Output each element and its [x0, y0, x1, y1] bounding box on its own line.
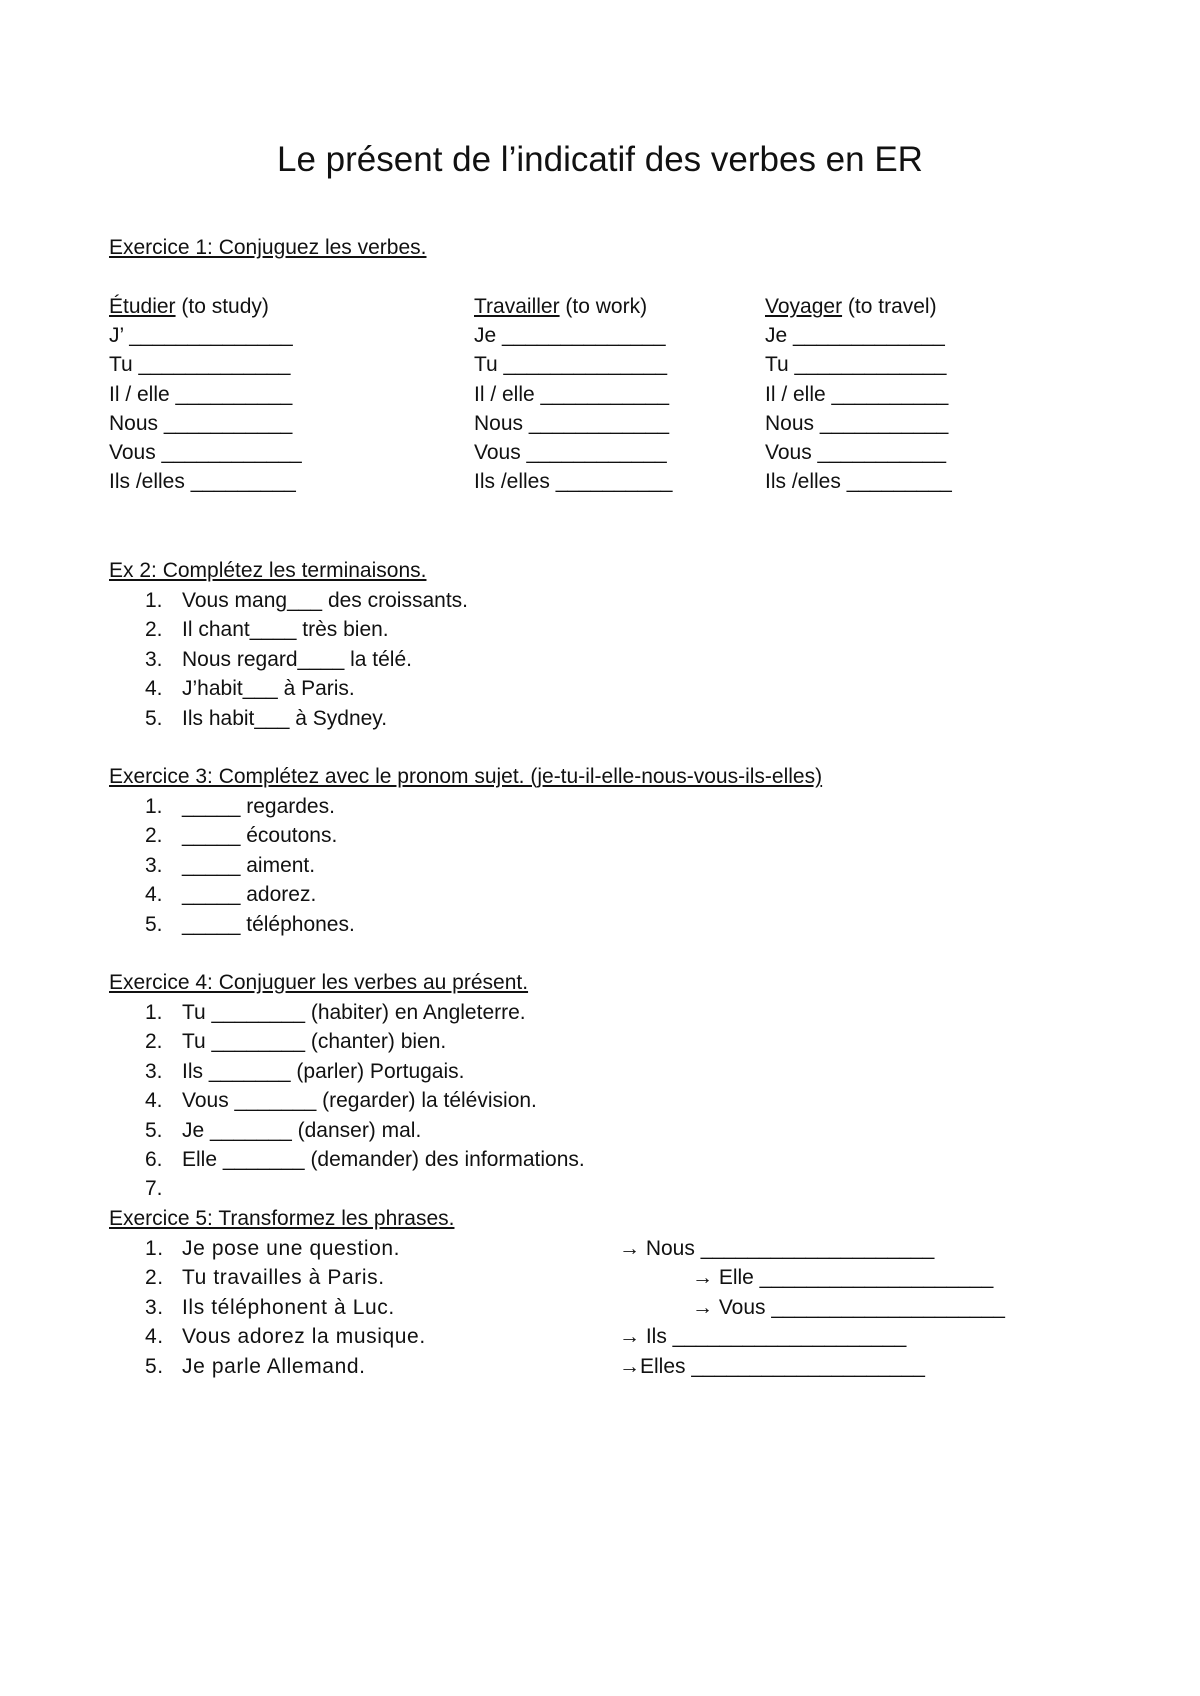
conjugation-line: Nous ___________ — [765, 411, 949, 435]
item-number: 2. — [145, 824, 163, 848]
item-text: Tu ________ (chanter) bien. — [182, 1030, 447, 1054]
list-item — [109, 1145, 585, 1174]
verb-translation: (to travel) — [842, 295, 937, 318]
exercise-3-heading: Exercice 3: Complétez avec le pronom sujet. (je-tu-il-elle-nous-vous-ils-elles) — [109, 765, 823, 788]
item-text: _____ téléphones. — [182, 912, 355, 936]
conjugation-line: Ils /elles __________ — [474, 470, 673, 494]
item-text: Ils téléphonent à Luc. — [182, 1295, 395, 1319]
verb-name: Étudier — [109, 295, 176, 318]
verb-name: Voyager — [765, 295, 843, 318]
item-text: Tu ________ (habiter) en Angleterre. — [182, 1001, 526, 1024]
worksheet-title: Le présent de l’indicatif des verbes en ER — [277, 140, 923, 179]
item-text: Ils habit___ à Sydney. — [182, 706, 388, 730]
item-text: Ils _______ (parler) Portugais. — [182, 1059, 465, 1083]
list-item — [109, 1322, 907, 1351]
item-text: Tu travailles à Paris. — [182, 1266, 385, 1290]
item-number: 4. — [145, 883, 163, 907]
list-item — [109, 821, 355, 850]
item-text: Il chant____ très bien. — [182, 618, 389, 642]
list-item — [109, 586, 468, 615]
transform-target: → Elle ____________________ — [692, 1266, 994, 1290]
item-number: 1. — [145, 795, 163, 818]
conjugation-line: Je _____________ — [765, 324, 945, 348]
exercise-4-list — [109, 998, 585, 1204]
list-item — [109, 1086, 585, 1115]
exercise-5-heading: Exercice 5: Transformez les phrases. — [109, 1207, 455, 1230]
list-item — [109, 792, 355, 821]
item-number: 5. — [145, 1118, 163, 1142]
list-item — [109, 851, 355, 880]
conjugation-line: Vous ____________ — [474, 441, 667, 465]
item-number: 2. — [145, 1030, 163, 1054]
list-item — [109, 910, 355, 939]
list-item — [109, 704, 468, 733]
item-text: Vous mang___ des croissants. — [182, 589, 469, 612]
item-number: 7. — [145, 1177, 163, 1201]
item-text: Elle _______ (demander) des informations. — [182, 1147, 585, 1171]
item-number: 2. — [145, 1266, 164, 1290]
item-number: 2. — [145, 618, 163, 642]
conjugation-line: Tu _____________ — [109, 353, 291, 377]
verb-header — [474, 292, 673, 321]
item-number: 5. — [145, 1354, 164, 1378]
conjugation-line: Nous ___________ — [109, 411, 293, 435]
item-text: Vous _______ (regarder) la télévision. — [182, 1089, 537, 1113]
item-text: _____ aiment. — [182, 853, 316, 877]
verb-column-etudier — [109, 292, 302, 496]
item-number: 1. — [145, 1237, 164, 1260]
list-item — [109, 645, 468, 674]
item-number: 5. — [145, 912, 163, 936]
exercise-2-list — [109, 586, 468, 733]
list-item — [109, 1174, 585, 1203]
item-text: Vous adorez la musique. — [182, 1325, 426, 1349]
item-number: 4. — [145, 677, 163, 701]
exercise-5-list — [109, 1234, 1005, 1381]
list-item — [109, 615, 468, 644]
transform-target: →Elles ____________________ — [619, 1354, 925, 1378]
item-text: Je pose une question. — [182, 1237, 401, 1260]
item-text: _____ regardes. — [182, 795, 335, 818]
conjugation-line: Ils /elles _________ — [109, 470, 296, 494]
item-number: 3. — [145, 647, 163, 671]
exercise-2-heading: Ex 2: Complétez les terminaisons. — [109, 559, 427, 582]
conjugation-line: Vous ___________ — [765, 441, 947, 465]
conjugation-line: Il / elle __________ — [765, 382, 949, 406]
item-number: 3. — [145, 1059, 163, 1083]
item-number: 1. — [145, 1001, 163, 1024]
conjugation-line: Il / elle ___________ — [474, 382, 669, 406]
conjugation-line: Nous ____________ — [474, 411, 670, 435]
conjugation-line: Ils /elles _________ — [765, 470, 952, 494]
item-number: 3. — [145, 853, 163, 877]
verb-column-voyager — [765, 292, 952, 496]
list-item — [109, 1234, 935, 1263]
list-item — [109, 880, 355, 909]
exercise-1-heading: Exercice 1: Conjuguez les verbes. — [109, 236, 427, 259]
exercise-3-list — [109, 792, 355, 939]
item-text: Je parle Allemand. — [182, 1354, 366, 1378]
conjugation-line: Il / elle __________ — [109, 382, 293, 406]
list-item — [109, 998, 585, 1027]
conjugation-line: Vous ____________ — [109, 441, 302, 465]
verb-translation: (to work) — [559, 295, 648, 318]
item-number: 4. — [145, 1089, 163, 1113]
verb-translation: (to study) — [175, 295, 269, 318]
transform-target: → Ils ____________________ — [619, 1325, 907, 1349]
transform-target: → Nous ____________________ — [619, 1237, 935, 1260]
item-number: 4. — [145, 1325, 164, 1349]
conjugation-line: Je ______________ — [474, 324, 666, 348]
list-item — [109, 1263, 994, 1292]
transform-target: → Vous ____________________ — [692, 1295, 1005, 1319]
conjugation-line: Tu ______________ — [474, 353, 668, 377]
list-item — [109, 1352, 925, 1381]
list-item — [109, 1116, 585, 1145]
verb-column-travailler — [474, 292, 673, 496]
list-item — [109, 1293, 1005, 1322]
verb-header — [765, 292, 952, 321]
list-item — [109, 674, 468, 703]
verb-header — [109, 292, 302, 321]
item-text: Je _______ (danser) mal. — [182, 1118, 422, 1142]
exercise-4-heading: Exercice 4: Conjuguer les verbes au présent. — [109, 971, 529, 994]
item-text: J’habit___ à Paris. — [182, 677, 355, 701]
item-text: Nous regard____ la télé. — [182, 647, 412, 671]
conjugation-line: J’ ______________ — [109, 324, 293, 348]
verb-name: Travailler — [474, 295, 560, 318]
item-number: 5. — [145, 706, 163, 730]
item-text: _____ adorez. — [182, 883, 317, 907]
item-number: 1. — [145, 589, 163, 612]
item-text: _____ écoutons. — [182, 824, 338, 848]
item-number: 6. — [145, 1147, 163, 1171]
list-item — [109, 1027, 585, 1056]
list-item — [109, 1057, 585, 1086]
item-number: 3. — [145, 1295, 164, 1319]
conjugation-line: Tu _____________ — [765, 353, 947, 377]
